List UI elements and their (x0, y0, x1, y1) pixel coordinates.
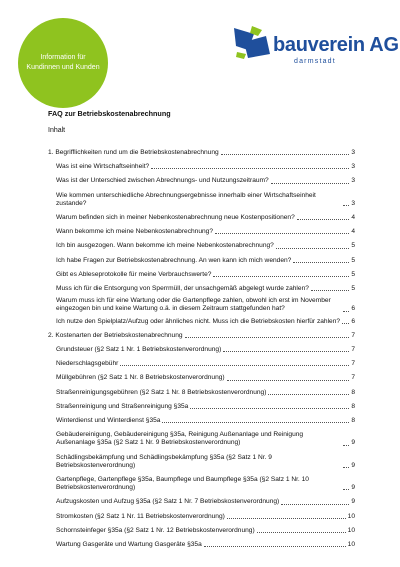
toc-entry[interactable] (48, 403, 355, 411)
toc-entry-text: Aufzugskosten und Aufzug §35a (§2 Satz 1 Nr. 7 Betriebskostenverordnung) (56, 498, 280, 506)
toc-leader-dots (204, 546, 346, 547)
info-badge (18, 18, 108, 108)
toc-page-number: 5 (351, 285, 355, 293)
toc-page-number: 4 (351, 214, 355, 222)
toc-entry[interactable] (48, 285, 355, 293)
toc-leader-dots (343, 205, 349, 206)
toc-entry-text: Stromkosten (§2 Satz 1 Nr. 11 Betriebskostenverordnung) (56, 512, 225, 520)
toc-entry-text: Muss ich für die Entsorgung von Sperrmüll, der unsachgemäß abgelegt wurde zahlen? (56, 285, 309, 293)
toc-entry[interactable] (48, 297, 355, 313)
toc-entry[interactable] (48, 454, 355, 470)
toc-page-number: 3 (351, 177, 355, 185)
toc-entry[interactable] (48, 374, 355, 382)
toc-page-number: 9 (351, 439, 355, 447)
table-of-contents (48, 149, 355, 555)
toc-entry[interactable] (48, 192, 355, 208)
toc-page-number: 6 (351, 305, 355, 313)
toc-page-number: 3 (351, 163, 355, 171)
toc-page-number: 5 (351, 270, 355, 278)
logo-name: bauverein AG (273, 34, 399, 56)
toc-entry[interactable] (48, 242, 355, 250)
toc-entry-text: Gebäudereinigung, Gebäudereinigung §35a, Reinigung Außenanlage und Reinigung Außenanlage §35a (§2 Satz 1 Nr. 9 Betriebskostenverordnung) (56, 431, 304, 447)
toc-entry[interactable] (48, 228, 355, 236)
toc-entry-text: Was ist eine Wirtschaftseinheit? (56, 163, 150, 171)
toc-entry-text: Müllgebühren (§2 Satz 1 Nr. 8 Betriebskostenverordnung) (56, 374, 225, 382)
toc-leader-dots (276, 248, 349, 249)
logo-city: darmstadt (294, 58, 336, 65)
toc-leader-dots (227, 518, 346, 519)
toc-page-number: 10 (347, 541, 355, 549)
document-title: FAQ zur Betriebskostenabrechnung (48, 109, 171, 118)
toc-entry-text: 2. Kostenarten der Betriebskostenabrechnung (48, 331, 183, 339)
toc-leader-dots (185, 337, 350, 338)
toc-leader-dots (343, 489, 349, 490)
toc-entry-text: Wann bekomme ich meine Nebenkostenabrechnung? (56, 228, 214, 236)
toc-leader-dots (297, 219, 350, 220)
toc-entry-text: Schädlingsbekämpfung und Schädlingsbekämpfung §35a (§2 Satz 1 Nr. 9 Betriebskostenverordnung) (56, 453, 272, 469)
toc-leader-dots (162, 422, 349, 423)
toc-page-number: 5 (351, 242, 355, 250)
toc-entry-text: Ich habe Fragen zur Betriebskostenabrechnung. An wen kann ich mich wenden? (56, 256, 292, 264)
toc-leader-dots (120, 365, 349, 366)
toc-entry[interactable] (48, 541, 355, 549)
toc-leader-dots (343, 467, 349, 468)
toc-page-number: 6 (351, 317, 355, 325)
toc-entry-text: Ich bin ausgezogen. Wann bekomme ich meine Nebenkostenabrechnung? (56, 242, 274, 250)
toc-entry-text: Warum befinden sich in meiner Nebenkostenabrechnung neue Kostenpositionen? (56, 214, 295, 222)
toc-leader-dots (343, 311, 349, 312)
toc-entry-text: Straßenreinigungsgebühren (§2 Satz 1 Nr. 8 Betriebskostenverordnung) (56, 388, 267, 396)
toc-page-number: 5 (351, 256, 355, 264)
toc-leader-dots (293, 262, 349, 263)
toc-page-number: 4 (351, 228, 355, 236)
toc-entry-text: Wie kommen unterschiedliche Abrechnungsergebnisse innerhalb einer Wirtschaftseinheit zustande? (56, 191, 316, 207)
toc-leader-dots (311, 290, 349, 291)
toc-page-number: 3 (351, 199, 355, 207)
toc-leader-dots (257, 532, 346, 533)
toc-leader-dots (342, 323, 349, 324)
toc-entry-text: Gartenpflege, Gartenpflege §35a, Baumpflege und Baumpflege §35a (§2 Satz 1 Nr. 10 Betriebskostenverordnung) (56, 476, 309, 492)
toc-entry-text: Schornsteinfeger §35a (§2 Satz 1 Nr. 12 Betriebskostenverordnung) (56, 526, 255, 534)
toc-entry[interactable] (48, 346, 355, 354)
toc-leader-dots (215, 233, 349, 234)
toc-page-number: 8 (351, 388, 355, 396)
toc-leader-dots (271, 183, 350, 184)
toc-page-number: 10 (347, 512, 355, 520)
toc-entry[interactable] (48, 332, 355, 340)
toc-leader-dots (268, 394, 349, 395)
toc-entry[interactable] (48, 257, 355, 265)
toc-leader-dots (190, 408, 349, 409)
toc-leader-dots (227, 380, 350, 381)
toc-entry-text: Was ist der Unterschied zwischen Abrechnungs- und Nutzungszeitraum? (56, 177, 269, 185)
toc-page-number: 8 (351, 417, 355, 425)
toc-leader-dots (221, 154, 350, 155)
toc-entry[interactable] (48, 318, 355, 326)
toc-entry[interactable] (48, 498, 355, 506)
toc-entry[interactable] (48, 163, 355, 171)
document-subtitle: Inhalt (48, 127, 66, 134)
toc-page-number: 7 (351, 346, 355, 354)
toc-leader-dots (343, 445, 349, 446)
toc-entry[interactable] (48, 214, 355, 222)
toc-page-number: 10 (347, 526, 355, 534)
toc-entry[interactable] (48, 417, 355, 425)
toc-entry-text: Winterdienst und Winterdienst §35a (56, 417, 161, 425)
toc-page-number: 3 (351, 149, 355, 156)
toc-entry-text: Ich nutze den Spielplatz/Aufzug oder ähnliches nicht. Muss ich die Betriebskosten hierfür zahlen? (56, 317, 341, 325)
toc-entry-text: Gibt es Ableseprotokolle für meine Verbrauchswerte? (56, 270, 212, 278)
toc-entry-text: 1. Begrifflichkeiten rund um die Betriebskostenabrechnung (48, 149, 219, 156)
toc-page-number: 9 (351, 484, 355, 492)
toc-entry-text: Grundsteuer (§2 Satz 1 Nr. 1 Betriebskostenverordnung) (56, 346, 222, 354)
toc-entry[interactable] (48, 476, 355, 492)
toc-entry-text: Warum muss ich für eine Wartung oder die Gartenpflege zahlen, obwohl ich erst im November eingezogen bin und keine Wartung o.ä. in diesem Zeitraum stattgefunden hat? (56, 297, 331, 313)
toc-entry[interactable] (48, 389, 355, 397)
toc-page-number: 7 (351, 360, 355, 368)
toc-entry[interactable] (48, 513, 355, 521)
company-logo (232, 24, 399, 70)
toc-page-number: 8 (351, 402, 355, 410)
toc-page-number: 7 (351, 374, 355, 382)
toc-entry[interactable] (48, 360, 355, 368)
toc-entry[interactable] (48, 149, 355, 157)
toc-entry-text: Niederschlagsgebühr (56, 360, 119, 368)
logo-mark-icon (232, 24, 272, 60)
toc-entry[interactable] (48, 431, 355, 447)
toc-entry[interactable] (48, 271, 355, 279)
toc-entry[interactable] (48, 527, 355, 535)
toc-entry-text: Wartung Gasgeräte und Wartung Gasgeräte §35a (56, 541, 202, 549)
toc-leader-dots (281, 504, 349, 505)
toc-page-number: 7 (351, 331, 355, 339)
info-badge-text: Information für Kundinnen und Kunden (26, 53, 100, 71)
toc-leader-dots (213, 276, 349, 277)
toc-page-number: 9 (351, 461, 355, 469)
toc-entry-text: Straßenreinigung und Straßenreinigung §35a (56, 402, 189, 410)
toc-leader-dots (223, 351, 349, 352)
toc-entry[interactable] (48, 177, 355, 185)
toc-page-number: 9 (351, 498, 355, 506)
toc-leader-dots (151, 168, 349, 169)
